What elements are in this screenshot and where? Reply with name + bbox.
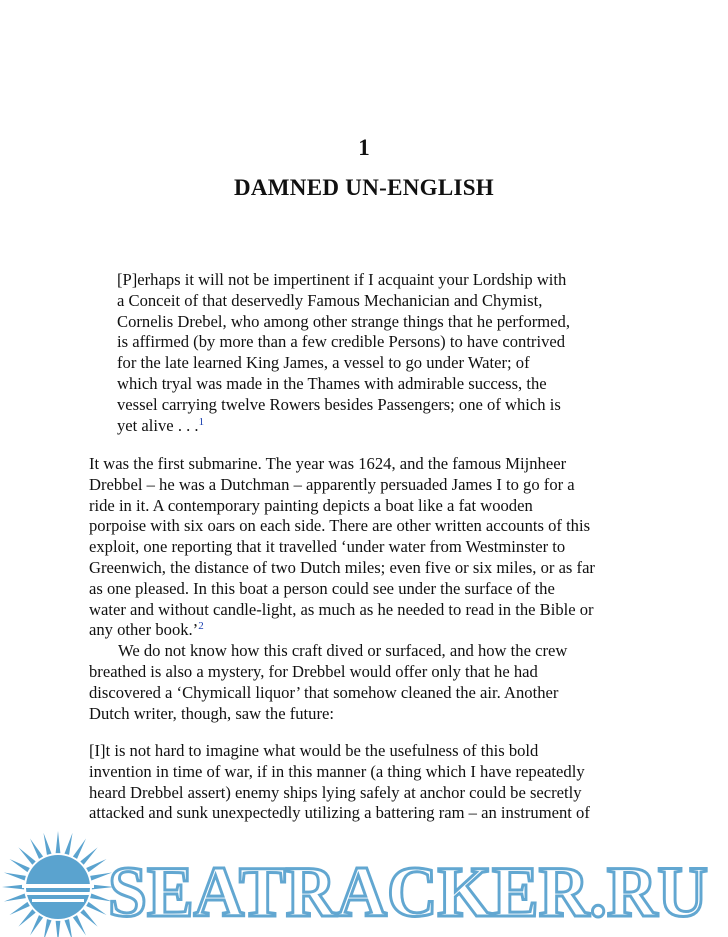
body-line: We do not know how this craft dived or surfaced, and how the crew xyxy=(118,641,568,661)
body-line: Drebbel – he was a Dutchman – apparently persuaded James I to go for a xyxy=(89,474,575,494)
sun-logo-icon xyxy=(2,831,114,937)
watermark-text: SEATRACKER.RU xyxy=(108,852,708,932)
sun-ray xyxy=(4,893,26,901)
quote-line xyxy=(117,416,637,437)
sun-ray xyxy=(56,921,61,937)
block-quote xyxy=(89,741,649,824)
quote-line: a Conceit of that deservedly Famous Mechanician and Chymist, xyxy=(117,290,543,310)
quote-line: is affirmed (by more than a few credible Persons) to have contrived xyxy=(117,332,566,352)
quote-line: which tryal was made in the Thames with admirable success, the xyxy=(117,373,547,393)
sun-ray xyxy=(10,902,30,915)
chapter-number: 1 xyxy=(358,135,370,160)
body-line: discovered a ‘Chymicall liquor’ that somehow cleaned the air. Another xyxy=(89,682,559,702)
body-line: ride in it. A contemporary painting depicts a boat like a fat wooden xyxy=(89,495,533,515)
wave-line xyxy=(26,892,90,895)
quote-line: attacked and sunk unexpectedly utilizing a battering ram – an instrument of xyxy=(89,803,590,823)
wave-line xyxy=(32,899,84,902)
sun-ray xyxy=(2,885,24,890)
quote-line: for the late learned King James, a vessel to go under Water; of xyxy=(117,353,530,373)
sun-ray xyxy=(18,847,35,864)
body-line xyxy=(89,620,649,641)
footnote-ref-2[interactable]: 2 xyxy=(198,620,204,633)
quote-line: invention in time of war, if in this manner (a thing which I have repeatedly xyxy=(89,761,585,781)
body-line: water and without candle-light, as much as he needed to read in the Bible or xyxy=(89,599,594,619)
sun-ray xyxy=(73,839,86,859)
sun-ray xyxy=(86,902,106,915)
sun-ray xyxy=(18,909,35,926)
quote-line: Cornelis Drebel, who among other strange things that he performed, xyxy=(117,311,570,331)
sun-ray xyxy=(56,831,61,853)
quote-line: heard Drebbel assert) enemy ships lying safely at anchor could be secretly xyxy=(89,782,582,802)
sun-ray xyxy=(64,833,72,855)
body-line: Greenwich, the distance of two Dutch miles; even five or six miles, or as far xyxy=(89,557,595,577)
sun-ray xyxy=(4,873,26,881)
sun-ray xyxy=(30,839,43,859)
body-line: porpoise with six oars on each side. There are other written accounts of this xyxy=(89,516,591,536)
watermark xyxy=(0,826,728,937)
quote-line: vessel carrying twelve Rowers besides Passengers; one of which is xyxy=(117,394,561,414)
body-line-text: any other book.’ xyxy=(89,620,199,640)
sun-ray xyxy=(80,909,97,926)
quote-line-text: yet alive . . . xyxy=(117,415,199,435)
chapter-title: DAMNED UN-ENGLISH xyxy=(233,175,495,200)
sun-ray xyxy=(10,859,30,872)
sun-ray xyxy=(30,915,43,935)
sun-ray xyxy=(44,919,52,937)
sun-ray xyxy=(44,833,52,855)
body-line: It was the first submarine. The year was 1624, and the famous Mijnheer xyxy=(89,454,567,473)
quote-line: [P]erhaps it will not be impertinent if I acquaint your Lordship with xyxy=(117,270,567,289)
sun-ray xyxy=(73,915,86,935)
body-line: Dutch writer, though, saw the future: xyxy=(89,703,334,723)
footnote-ref-1[interactable]: 1 xyxy=(198,415,205,428)
body-text xyxy=(89,454,649,724)
sun-ray xyxy=(64,919,72,937)
body-line: breathed is also a mystery, for Drebbel would offer only that he had xyxy=(89,661,538,681)
horizon-line xyxy=(22,884,94,888)
sun-ray xyxy=(80,847,97,864)
body-line: as one pleased. In this boat a person could see under the surface of the xyxy=(89,578,555,598)
body-line: exploit, one reporting that it travelled ‘under water from Westminster to xyxy=(89,537,566,557)
epigraph-quote xyxy=(117,270,637,436)
sun-ray xyxy=(86,859,106,872)
quote-line: [I]t is not hard to imagine what would be the usefulness of this bold xyxy=(89,741,539,760)
